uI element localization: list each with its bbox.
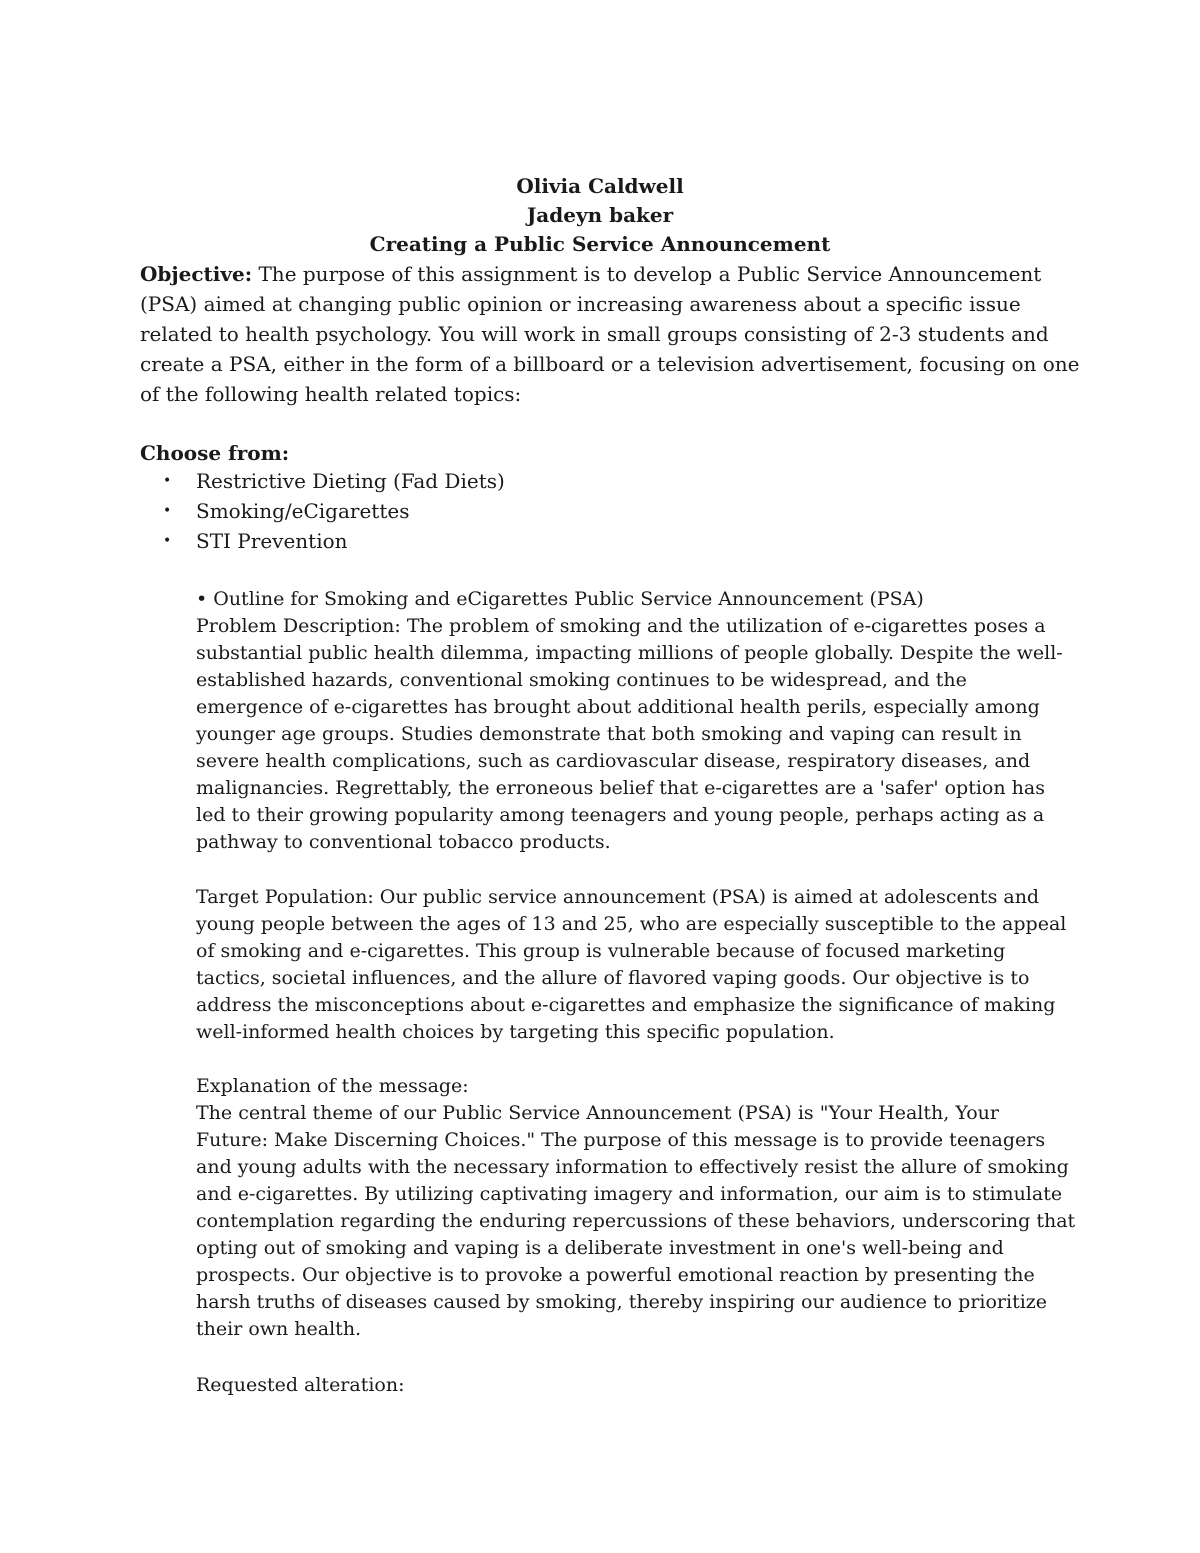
list-item (140, 526, 505, 556)
requested-alteration-section (196, 1372, 1076, 1399)
topic-label: STI Prevention (196, 529, 348, 553)
topic-label: Smoking/eCigarettes (196, 499, 410, 523)
objective-label: Objective: (140, 262, 253, 286)
author-name-1: Olivia Caldwell (516, 174, 684, 198)
outline-section (196, 586, 1076, 856)
bullet-icon: • (163, 503, 172, 519)
objective-paragraph (140, 259, 1085, 409)
list-item (140, 466, 505, 496)
list-item (140, 496, 505, 526)
topic-list (140, 466, 505, 556)
target-population-section (196, 884, 1076, 1046)
requested-alteration-text: Requested alteration: (196, 1374, 405, 1396)
choose-from-heading: Choose from: (140, 441, 290, 465)
document-title: Creating a Public Service Announcement (369, 232, 831, 256)
problem-description: Problem Description: The problem of smoking and the utilization of e-cigarettes poses a substantial public health dilemma, impacting millions of people globally. Despite the well-established hazards, conventional smoking continues to be widespread, and the emergence of e-cigarettes has brought about additional health perils, especially among younger age groups. Studies demonstrate that both smoking and vaping can result in severe health complications, such as cardiovascular disease, respiratory diseases, and malignancies. Regrettably, the erroneous belief that e-cigarettes are a 'safer' option has led to their growing popularity among teenagers and young people, perhaps acting as a pathway to conventional tobacco products. (196, 615, 1063, 853)
document-header (140, 172, 1060, 259)
explanation-text: The central theme of our Public Service Announcement (PSA) is "Your Health, Your Future: Make Discerning Choices." The purpose of this message is to provide teenagers and young adults with the necessary information to effectively resist the allure of smoking and e-cigarettes. By utilizing captivating imagery and information, our aim is to stimulate contemplation regarding the enduring repercussions of these behaviors, underscoring that opting out of smoking and vaping is a deliberate investment in one's well-being and prospects. Our objective is to provoke a powerful emotional reaction by presenting the harsh truths of diseases caused by smoking, thereby inspiring our audience to prioritize their own health. (196, 1102, 1076, 1340)
topic-label: Restrictive Dieting (Fad Diets) (196, 469, 505, 493)
author-name-2: Jadeyn baker (526, 203, 674, 227)
bullet-icon: • (163, 533, 172, 549)
bullet-icon: • (163, 473, 172, 489)
explanation-section (196, 1073, 1076, 1343)
outline-heading: • Outline for Smoking and eCigarettes Public Service Announcement (PSA) (196, 588, 924, 610)
target-population-text: Target Population: Our public service announcement (PSA) is aimed at adolescents and young people between the ages of 13 and 25, who are especially susceptible to the appeal of smoking and e-cigarettes. This group is vulnerable because of focused marketing tactics, societal influences, and the allure of flavored vaping goods. Our objective is to address the misconceptions about e-cigarettes and emphasize the significance of making well-informed health choices by targeting this specific population. (196, 886, 1067, 1043)
objective-text: The purpose of this assignment is to develop a Public Service Announcement (PSA) aimed at changing public opinion or increasing awareness about a specific issue related to health psychology. You will work in small groups consisting of 2-3 students and create a PSA, either in the form of a billboard or a television advertisement, focusing on one of the following health related topics: (140, 262, 1080, 406)
explanation-heading: Explanation of the message: (196, 1075, 469, 1097)
